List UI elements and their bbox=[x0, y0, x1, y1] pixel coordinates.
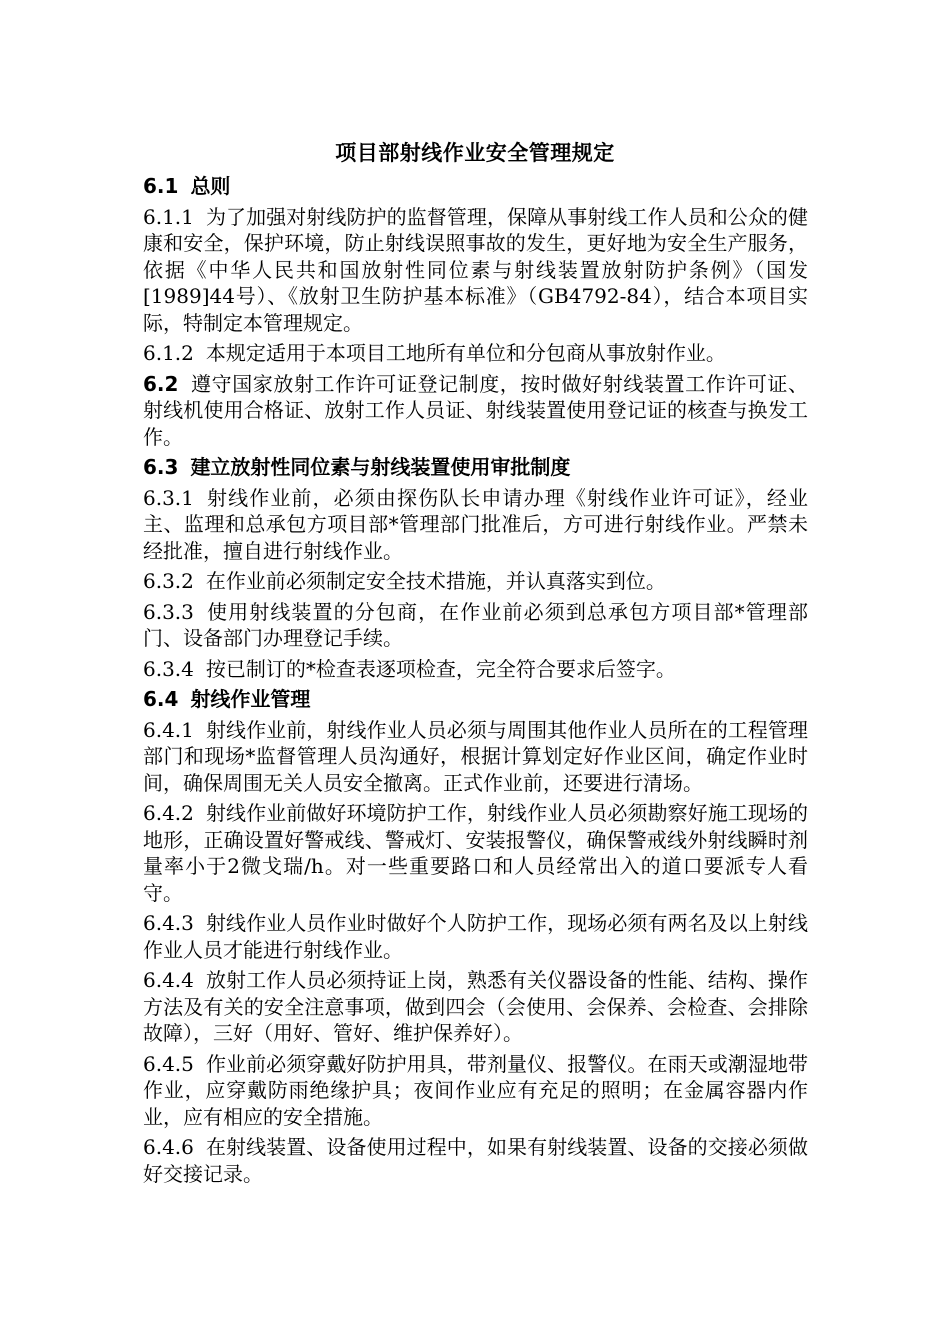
clause-number: 6.2 bbox=[143, 371, 179, 396]
section-number: 6.3 bbox=[143, 455, 179, 479]
clause-text: 在作业前必须制定安全技术措施，并认真落实到位。 bbox=[205, 569, 666, 593]
paragraph-6-4-3 bbox=[143, 910, 808, 963]
paragraph-6-3-4 bbox=[143, 656, 808, 683]
clause-number: 6.4.6 bbox=[143, 1135, 194, 1159]
clause-text: 放射工作人员必须持证上岗，熟悉有关仪器设备的性能、结构、操作方法及有关的安全注意事项，做到四会（会使用、会保养、会检查、会排除故障），三好（用好、管好、维护保养好）。 bbox=[143, 968, 808, 1045]
section-number: 6.4 bbox=[143, 687, 179, 711]
clause-text: 按已制订的*检查表逐项检查，完全符合要求后签字。 bbox=[205, 656, 676, 681]
clause-text: 射线作业前，必须由探伤队长申请办理《射线作业许可证》，经业主、监理和总承包方项目部*管理部门批准后，方可进行射线作业。严禁未经批准，擅自进行射线作业。 bbox=[143, 485, 808, 563]
paragraph-6-1-2 bbox=[143, 340, 808, 367]
paragraph-6-4-1 bbox=[143, 717, 808, 797]
section-title: 建立放射性同位素与射线装置使用审批制度 bbox=[190, 455, 571, 479]
paragraph-6-2 bbox=[143, 371, 808, 451]
paragraph-6-3-3 bbox=[143, 599, 808, 652]
clause-text: 使用射线装置的分包商，在作业前必须到总承包方项目部*管理部门、设备部门办理登记手续。 bbox=[143, 599, 808, 650]
clause-number: 6.4.5 bbox=[143, 1051, 194, 1076]
clause-number: 6.4.1 bbox=[143, 717, 194, 742]
section-heading-6-4 bbox=[143, 686, 808, 713]
paragraph-6-4-6 bbox=[143, 1134, 808, 1187]
paragraph-6-4-5 bbox=[143, 1051, 808, 1131]
clause-text: 本规定适用于本项目工地所有单位和分包商从事放射作业。 bbox=[205, 341, 726, 365]
clause-text: 在射线装置、设备使用过程中，如果有射线装置、设备的交接必须做好交接记录。 bbox=[143, 1135, 808, 1186]
paragraph-6-4-4 bbox=[143, 967, 808, 1047]
section-title: 射线作业管理 bbox=[190, 687, 311, 711]
clause-text: 作业前必须穿戴好防护用具，带剂量仪、报警仪。在雨天或潮湿地带作业，应穿戴防雨绝缘护具；夜间作业应有充足的照明；在金属容器内作业，应有相应的安全措施。 bbox=[143, 1051, 808, 1129]
document-title: 项目部射线作业安全管理规定 bbox=[335, 141, 615, 165]
paragraph-6-3-2 bbox=[143, 568, 808, 595]
paragraph-6-1-1 bbox=[143, 204, 808, 337]
section-title: 总则 bbox=[190, 174, 231, 198]
clause-number: 6.1.1 bbox=[143, 204, 194, 229]
clause-number: 6.4.4 bbox=[143, 968, 194, 992]
clause-number: 6.3.3 bbox=[143, 599, 194, 624]
clause-text: 射线作业人员作业时做好个人防护工作，现场必须有两名及以上射线作业人员才能进行射线作业。 bbox=[143, 911, 808, 962]
clause-text: 射线作业前做好环境防护工作，射线作业人员必须勘察好施工现场的地形，正确设置好警戒线、警戒灯、安装报警仪，确保警戒线外射线瞬时剂量率小于2微戈瑞/h。对一些重要路口和人员经常出入的道口要派专人看守。 bbox=[143, 801, 808, 905]
document-body bbox=[143, 173, 808, 1191]
clause-number: 6.1.2 bbox=[143, 341, 194, 365]
section-number: 6.1 bbox=[143, 174, 179, 198]
clause-number: 6.3.2 bbox=[143, 569, 194, 593]
clause-number: 6.3.1 bbox=[143, 485, 194, 510]
clause-number: 6.4.2 bbox=[143, 801, 194, 825]
paragraph-6-3-1 bbox=[143, 485, 808, 565]
clause-number: 6.4.3 bbox=[143, 911, 194, 935]
section-heading-6-1 bbox=[143, 173, 808, 200]
clause-text: 为了加强对射线防护的监督管理，保障从事射线工作人员和公众的健康和安全，保护环境，防止射线误照事故的发生，更好地为安全生产服务，依据《中华人民共和国放射性同位素与射线装置放射防护条例》（国发[1989]44号）、《放射卫生防护基本标准》（GB4792-84），结合本项目实际，特制定本管理规定。 bbox=[143, 204, 808, 335]
paragraph-6-4-2 bbox=[143, 800, 808, 906]
clause-text: 射线作业前，射线作业人员必须与周围其他作业人员所在的工程管理部门和现场*监督管理人员沟通好，根据计算划定好作业区间，确定作业时间，确保周围无关人员安全撤离。正式作业前，还要进行清场。 bbox=[143, 717, 808, 795]
clause-number: 6.3.4 bbox=[143, 656, 194, 681]
section-heading-6-3 bbox=[143, 454, 808, 481]
clause-text: 遵守国家放射工作许可证登记制度，按时做好射线装置工作许可证、射线机使用合格证、放射工作人员证、射线装置使用登记证的核查与换发工作。 bbox=[143, 371, 808, 449]
